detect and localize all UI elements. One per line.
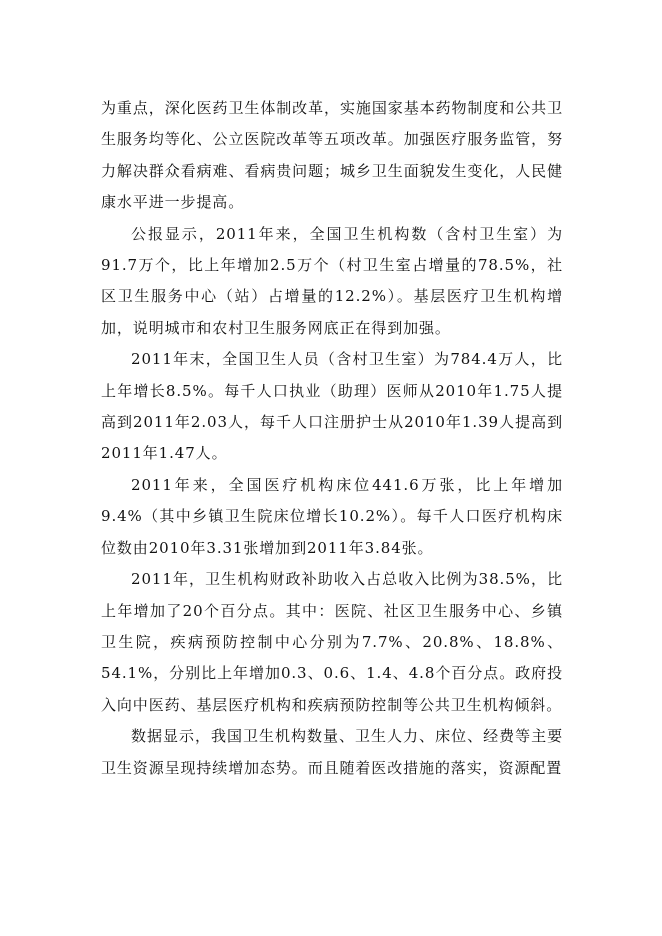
document-body <box>101 93 563 784</box>
paragraph-funding: 2011年，卫生机构财政补助收入占总收入比例为38.5%，比上年增加了20个百分点。其中：医院、社区卫生服务中心、乡镇卫生院，疾病预防控制中心分别为7.7%、20.8%、18.8%、54.1%，分别比上年增加0.3、0.6、1.4、4.8个百分点。政府投入向中医药、基层医疗机构和疾病预防控制等公共卫生机构倾斜。 <box>101 570 563 714</box>
paragraph-beds: 2011年来，全国医疗机构床位441.6万张，比上年增加9.4%（其中乡镇卫生院床位增长10.2%）。每千人口医疗机构床位数由2010年3.31张增加到2011年3.84张。 <box>101 475 563 557</box>
paragraph-institutions: 公报显示，2011年来，全国卫生机构数（含村卫生室）为91.7万个，比上年增加2.5万个（村卫生室占增量的78.5%，社区卫生服务中心（站）占增量的12.2%）。基层医疗卫生机构增加，说明城市和农村卫生服务网底正在得到加强。 <box>101 224 563 337</box>
paragraph-continuation: 为重点，深化医药卫生体制改革，实施国家基本药物制度和公共卫生服务均等化、公立医院改革等五项改革。加强医疗服务监管，努力解决群众看病难、看病贵问题；城乡卫生面貌发生变化，人民健康水平进一步提高。 <box>101 99 563 212</box>
paragraph-personnel: 2011年末，全国卫生人员（含村卫生室）为784.4万人，比上年增长8.5%。每千人口执业（助理）医师从2010年1.75人提高到2011年2.03人，每千人口注册护士从2010年1.39人提高到2011年1.47人。 <box>101 350 563 463</box>
paragraph-summary: 数据显示，我国卫生机构数量、卫生人力、床位、经费等主要卫生资源呈现持续增加态势。而且随着医改措施的落实，资源配置 <box>101 727 563 777</box>
